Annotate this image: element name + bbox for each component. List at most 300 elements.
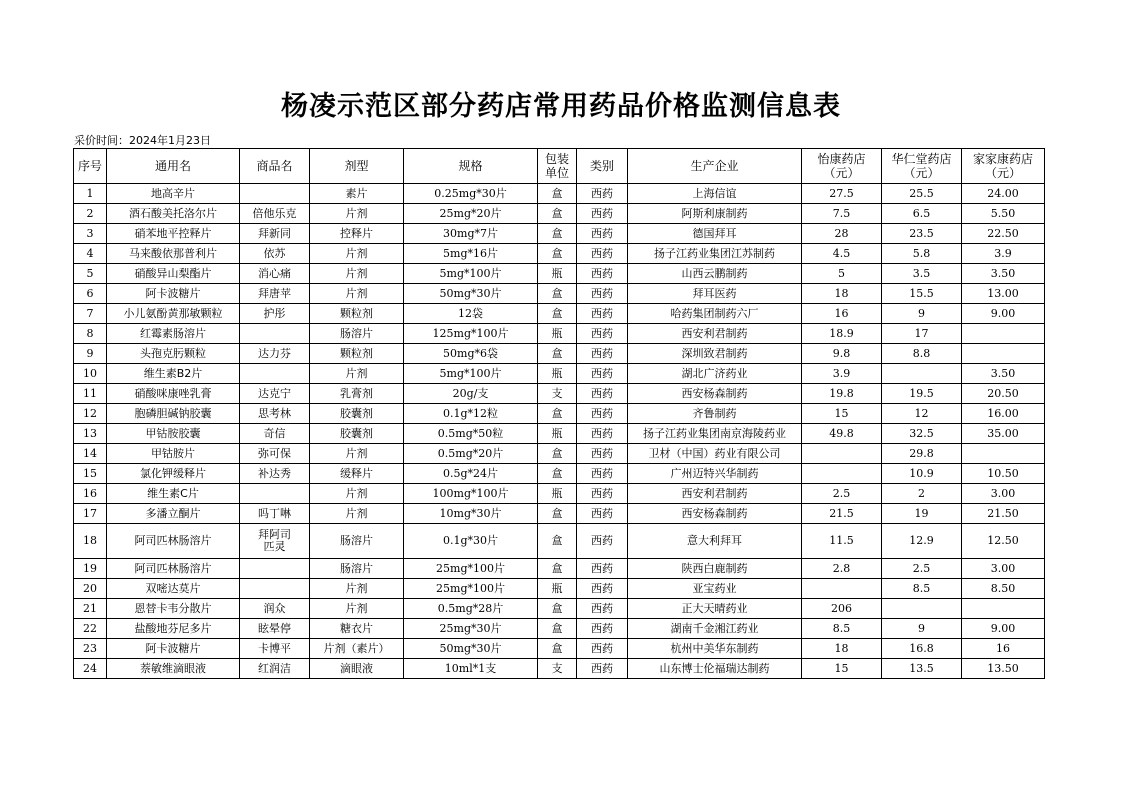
cell-brand-name: 拜新同 bbox=[240, 224, 310, 244]
cell-price-huarentang: 2 bbox=[882, 484, 962, 504]
cell-package-unit: 盒 bbox=[538, 464, 577, 484]
cell-category: 西药 bbox=[577, 424, 628, 444]
header-row bbox=[74, 149, 1045, 184]
cell-dosage-form: 片剂 bbox=[310, 484, 404, 504]
cell-dosage-form: 片剂 bbox=[310, 364, 404, 384]
cell-generic-name: 地高辛片 bbox=[107, 184, 240, 204]
cell-spec: 50mg*30片 bbox=[404, 284, 538, 304]
cell-price-huarentang: 15.5 bbox=[882, 284, 962, 304]
cell-manufacturer: 拜耳医药 bbox=[628, 284, 802, 304]
cell-manufacturer: 湖南千金湘江药业 bbox=[628, 619, 802, 639]
cell-brand-name bbox=[240, 364, 310, 384]
cell-price-yikang bbox=[802, 579, 882, 599]
cell-package-unit: 瓶 bbox=[538, 424, 577, 444]
cell-price-yikang: 9.8 bbox=[802, 344, 882, 364]
cell-manufacturer: 阿斯利康制药 bbox=[628, 204, 802, 224]
cell-dosage-form: 乳膏剂 bbox=[310, 384, 404, 404]
cell-package-unit: 盒 bbox=[538, 559, 577, 579]
header-price-huarentang-line1: 华仁堂药店 bbox=[891, 152, 952, 166]
cell-price-yikang: 15 bbox=[802, 404, 882, 424]
cell-dosage-form: 片剂 bbox=[310, 244, 404, 264]
cell-no: 6 bbox=[74, 284, 107, 304]
cell-package-unit: 盒 bbox=[538, 244, 577, 264]
cell-price-jiajiakang: 9.00 bbox=[962, 304, 1045, 324]
cell-price-jiajiakang: 5.50 bbox=[962, 204, 1045, 224]
cell-price-jiajiakang bbox=[962, 324, 1045, 344]
cell-spec: 125mg*100片 bbox=[404, 324, 538, 344]
cell-no: 16 bbox=[74, 484, 107, 504]
cell-price-yikang: 19.8 bbox=[802, 384, 882, 404]
cell-manufacturer: 西安杨森制药 bbox=[628, 504, 802, 524]
cell-manufacturer: 西安利君制药 bbox=[628, 484, 802, 504]
cell-brand-name bbox=[240, 579, 310, 599]
cell-brand-name: 依苏 bbox=[240, 244, 310, 264]
cell-manufacturer: 正大天晴药业 bbox=[628, 599, 802, 619]
cell-dosage-form: 片剂 bbox=[310, 204, 404, 224]
cell-spec: 50mg*30片 bbox=[404, 639, 538, 659]
cell-category: 西药 bbox=[577, 204, 628, 224]
header-brand-name: 商品名 bbox=[240, 149, 310, 184]
cell-generic-name: 红霉素肠溶片 bbox=[107, 324, 240, 344]
cell-dosage-form: 胶囊剂 bbox=[310, 424, 404, 444]
cell-price-huarentang: 9 bbox=[882, 619, 962, 639]
cell-brand-name: 思考林 bbox=[240, 404, 310, 424]
table-row bbox=[74, 559, 1045, 579]
cell-manufacturer: 山西云鹏制药 bbox=[628, 264, 802, 284]
cell-price-huarentang bbox=[882, 599, 962, 619]
cell-spec: 30mg*7片 bbox=[404, 224, 538, 244]
cell-package-unit: 支 bbox=[538, 384, 577, 404]
header-price-yikang bbox=[802, 149, 882, 184]
cell-price-huarentang: 10.9 bbox=[882, 464, 962, 484]
cell-generic-name: 维生素C片 bbox=[107, 484, 240, 504]
cell-spec: 0.5mg*20片 bbox=[404, 444, 538, 464]
cell-dosage-form: 片剂 bbox=[310, 599, 404, 619]
cell-price-huarentang: 23.5 bbox=[882, 224, 962, 244]
cell-price-huarentang: 12.9 bbox=[882, 524, 962, 559]
cell-package-unit: 瓶 bbox=[538, 364, 577, 384]
header-category: 类别 bbox=[577, 149, 628, 184]
cell-price-jiajiakang: 12.50 bbox=[962, 524, 1045, 559]
header-price-huarentang bbox=[882, 149, 962, 184]
cell-spec: 25mg*100片 bbox=[404, 579, 538, 599]
cell-no: 8 bbox=[74, 324, 107, 344]
cell-price-jiajiakang: 35.00 bbox=[962, 424, 1045, 444]
header-package-unit bbox=[538, 149, 577, 184]
table-row bbox=[74, 464, 1045, 484]
cell-package-unit: 盒 bbox=[538, 204, 577, 224]
cell-brand-name-line1: 拜阿司 bbox=[258, 528, 291, 541]
cell-category: 西药 bbox=[577, 344, 628, 364]
cell-manufacturer: 湖北广济药业 bbox=[628, 364, 802, 384]
cell-category: 西药 bbox=[577, 504, 628, 524]
cell-price-yikang: 5 bbox=[802, 264, 882, 284]
cell-category: 西药 bbox=[577, 639, 628, 659]
cell-category: 西药 bbox=[577, 599, 628, 619]
cell-brand-name bbox=[240, 184, 310, 204]
header-price-yikang-line2: （元） bbox=[823, 166, 860, 180]
cell-price-yikang: 27.5 bbox=[802, 184, 882, 204]
cell-price-huarentang: 25.5 bbox=[882, 184, 962, 204]
cell-price-jiajiakang: 24.00 bbox=[962, 184, 1045, 204]
cell-spec: 0.1g*30片 bbox=[404, 524, 538, 559]
cell-dosage-form: 肠溶片 bbox=[310, 524, 404, 559]
cell-no: 12 bbox=[74, 404, 107, 424]
cell-price-huarentang: 8.8 bbox=[882, 344, 962, 364]
cell-brand-name: 消心痛 bbox=[240, 264, 310, 284]
cell-brand-name-line2: 匹灵 bbox=[263, 540, 286, 553]
page-title: 杨凌示范区部分药店常用药品价格监测信息表 bbox=[281, 91, 841, 122]
cell-price-jiajiakang: 16 bbox=[962, 639, 1045, 659]
cell-category: 西药 bbox=[577, 619, 628, 639]
cell-spec: 5mg*100片 bbox=[404, 364, 538, 384]
cell-package-unit: 盒 bbox=[538, 224, 577, 244]
table-row bbox=[74, 364, 1045, 384]
cell-generic-name: 硝酸异山梨酯片 bbox=[107, 264, 240, 284]
cell-category: 西药 bbox=[577, 524, 628, 559]
cell-price-yikang: 3.9 bbox=[802, 364, 882, 384]
table-row bbox=[74, 384, 1045, 404]
cell-price-jiajiakang: 16.00 bbox=[962, 404, 1045, 424]
cell-brand-name bbox=[240, 324, 310, 344]
cell-generic-name: 萘敏维滴眼液 bbox=[107, 659, 240, 679]
cell-manufacturer: 哈药集团制药六厂 bbox=[628, 304, 802, 324]
cell-brand-name bbox=[240, 524, 310, 559]
cell-generic-name: 阿司匹林肠溶片 bbox=[107, 524, 240, 559]
cell-price-jiajiakang: 20.50 bbox=[962, 384, 1045, 404]
cell-price-huarentang: 19 bbox=[882, 504, 962, 524]
cell-package-unit: 瓶 bbox=[538, 484, 577, 504]
cell-price-yikang: 15 bbox=[802, 659, 882, 679]
cell-package-unit: 盒 bbox=[538, 184, 577, 204]
cell-price-yikang: 206 bbox=[802, 599, 882, 619]
cell-no: 22 bbox=[74, 619, 107, 639]
table-row bbox=[74, 599, 1045, 619]
cell-price-yikang: 8.5 bbox=[802, 619, 882, 639]
cell-brand-name: 卡博平 bbox=[240, 639, 310, 659]
cell-spec: 20g/支 bbox=[404, 384, 538, 404]
cell-price-yikang: 4.5 bbox=[802, 244, 882, 264]
cell-price-huarentang: 8.5 bbox=[882, 579, 962, 599]
cell-price-jiajiakang: 3.00 bbox=[962, 484, 1045, 504]
cell-price-huarentang: 16.8 bbox=[882, 639, 962, 659]
table-row bbox=[74, 444, 1045, 464]
cell-package-unit: 盒 bbox=[538, 404, 577, 424]
table-row bbox=[74, 639, 1045, 659]
cell-price-yikang: 18.9 bbox=[802, 324, 882, 344]
cell-manufacturer: 德国拜耳 bbox=[628, 224, 802, 244]
table-row bbox=[74, 264, 1045, 284]
cell-generic-name: 胞磷胆碱钠胶囊 bbox=[107, 404, 240, 424]
cell-generic-name: 多潘立酮片 bbox=[107, 504, 240, 524]
cell-manufacturer: 深圳致君制药 bbox=[628, 344, 802, 364]
cell-package-unit: 支 bbox=[538, 659, 577, 679]
table-row bbox=[74, 244, 1045, 264]
cell-spec: 25mg*20片 bbox=[404, 204, 538, 224]
cell-generic-name: 维生素B2片 bbox=[107, 364, 240, 384]
cell-price-yikang: 18 bbox=[802, 639, 882, 659]
cell-no: 5 bbox=[74, 264, 107, 284]
cell-no: 13 bbox=[74, 424, 107, 444]
cell-package-unit: 瓶 bbox=[538, 324, 577, 344]
cell-price-jiajiakang: 21.50 bbox=[962, 504, 1045, 524]
cell-no: 1 bbox=[74, 184, 107, 204]
cell-spec: 10ml*1支 bbox=[404, 659, 538, 679]
cell-generic-name: 盐酸地芬尼多片 bbox=[107, 619, 240, 639]
cell-price-jiajiakang: 3.00 bbox=[962, 559, 1045, 579]
cell-dosage-form: 颗粒剂 bbox=[310, 344, 404, 364]
cell-price-jiajiakang bbox=[962, 444, 1045, 464]
cell-brand-name: 弥可保 bbox=[240, 444, 310, 464]
table-row bbox=[74, 224, 1045, 244]
cell-category: 西药 bbox=[577, 264, 628, 284]
cell-dosage-form: 肠溶片 bbox=[310, 559, 404, 579]
cell-dosage-form: 缓释片 bbox=[310, 464, 404, 484]
header-spec: 规格 bbox=[404, 149, 538, 184]
cell-spec: 100mg*100片 bbox=[404, 484, 538, 504]
cell-manufacturer: 陕西白鹿制药 bbox=[628, 559, 802, 579]
cell-generic-name: 阿司匹林肠溶片 bbox=[107, 559, 240, 579]
cell-generic-name: 双嘧达莫片 bbox=[107, 579, 240, 599]
cell-spec: 12袋 bbox=[404, 304, 538, 324]
cell-no: 9 bbox=[74, 344, 107, 364]
cell-brand-name: 奇信 bbox=[240, 424, 310, 444]
cell-dosage-form: 滴眼液 bbox=[310, 659, 404, 679]
cell-category: 西药 bbox=[577, 484, 628, 504]
cell-manufacturer: 齐鲁制药 bbox=[628, 404, 802, 424]
cell-manufacturer: 西安杨森制药 bbox=[628, 384, 802, 404]
cell-category: 西药 bbox=[577, 659, 628, 679]
cell-category: 西药 bbox=[577, 244, 628, 264]
cell-manufacturer: 西安利君制药 bbox=[628, 324, 802, 344]
cell-category: 西药 bbox=[577, 384, 628, 404]
header-price-jiajiakang bbox=[962, 149, 1045, 184]
cell-dosage-form: 素片 bbox=[310, 184, 404, 204]
table-row bbox=[74, 324, 1045, 344]
cell-price-jiajiakang: 22.50 bbox=[962, 224, 1045, 244]
cell-spec: 5mg*100片 bbox=[404, 264, 538, 284]
cell-spec: 0.5g*24片 bbox=[404, 464, 538, 484]
table-row bbox=[74, 404, 1045, 424]
cell-brand-name: 润众 bbox=[240, 599, 310, 619]
cell-package-unit: 盒 bbox=[538, 619, 577, 639]
cell-price-jiajiakang: 10.50 bbox=[962, 464, 1045, 484]
cell-no: 3 bbox=[74, 224, 107, 244]
cell-no: 11 bbox=[74, 384, 107, 404]
table-row bbox=[74, 579, 1045, 599]
cell-price-yikang: 7.5 bbox=[802, 204, 882, 224]
table-row bbox=[74, 524, 1045, 559]
cell-package-unit: 盒 bbox=[538, 444, 577, 464]
cell-price-yikang: 11.5 bbox=[802, 524, 882, 559]
cell-price-yikang bbox=[802, 444, 882, 464]
cell-brand-name bbox=[240, 484, 310, 504]
cell-dosage-form: 片剂 bbox=[310, 579, 404, 599]
cell-brand-name: 拜唐苹 bbox=[240, 284, 310, 304]
cell-generic-name: 阿卡波糖片 bbox=[107, 284, 240, 304]
header-manufacturer: 生产企业 bbox=[628, 149, 802, 184]
cell-category: 西药 bbox=[577, 224, 628, 244]
cell-spec: 0.5mg*50粒 bbox=[404, 424, 538, 444]
cell-package-unit: 盒 bbox=[538, 639, 577, 659]
table-row bbox=[74, 344, 1045, 364]
cell-no: 4 bbox=[74, 244, 107, 264]
cell-no: 7 bbox=[74, 304, 107, 324]
cell-brand-name: 补达秀 bbox=[240, 464, 310, 484]
cell-manufacturer: 上海信谊 bbox=[628, 184, 802, 204]
cell-no: 18 bbox=[74, 524, 107, 559]
cell-generic-name: 硝苯地平控释片 bbox=[107, 224, 240, 244]
cell-price-huarentang: 5.8 bbox=[882, 244, 962, 264]
cell-brand-name: 吗丁啉 bbox=[240, 504, 310, 524]
cell-price-yikang: 21.5 bbox=[802, 504, 882, 524]
cell-dosage-form: 片剂 bbox=[310, 504, 404, 524]
cell-spec: 50mg*6袋 bbox=[404, 344, 538, 364]
cell-price-yikang: 2.8 bbox=[802, 559, 882, 579]
cell-spec: 5mg*16片 bbox=[404, 244, 538, 264]
cell-generic-name: 小儿氨酚黄那敏颗粒 bbox=[107, 304, 240, 324]
cell-dosage-form: 肠溶片 bbox=[310, 324, 404, 344]
cell-price-jiajiakang: 13.50 bbox=[962, 659, 1045, 679]
cell-price-huarentang: 2.5 bbox=[882, 559, 962, 579]
cell-manufacturer: 意大利拜耳 bbox=[628, 524, 802, 559]
cell-price-huarentang: 13.5 bbox=[882, 659, 962, 679]
table-row bbox=[74, 504, 1045, 524]
cell-price-jiajiakang bbox=[962, 344, 1045, 364]
header-dosage-form: 剂型 bbox=[310, 149, 404, 184]
cell-manufacturer: 卫材（中国）药业有限公司 bbox=[628, 444, 802, 464]
cell-manufacturer: 山东博士伦福瑞达制药 bbox=[628, 659, 802, 679]
cell-generic-name: 阿卡波糖片 bbox=[107, 639, 240, 659]
price-table bbox=[73, 148, 1045, 679]
header-generic-name: 通用名 bbox=[107, 149, 240, 184]
collection-date: 采价时间：2024年1月23日 bbox=[74, 134, 211, 147]
cell-package-unit: 盒 bbox=[538, 304, 577, 324]
cell-price-huarentang: 3.5 bbox=[882, 264, 962, 284]
cell-brand-name: 达力芬 bbox=[240, 344, 310, 364]
table-row bbox=[74, 424, 1045, 444]
cell-no: 24 bbox=[74, 659, 107, 679]
cell-price-yikang: 49.8 bbox=[802, 424, 882, 444]
cell-price-yikang: 28 bbox=[802, 224, 882, 244]
cell-price-huarentang: 12 bbox=[882, 404, 962, 424]
cell-price-jiajiakang bbox=[962, 599, 1045, 619]
cell-brand-name: 红润洁 bbox=[240, 659, 310, 679]
cell-no: 23 bbox=[74, 639, 107, 659]
cell-category: 西药 bbox=[577, 284, 628, 304]
cell-package-unit: 瓶 bbox=[538, 264, 577, 284]
header-package-unit-line2: 单位 bbox=[544, 166, 569, 180]
cell-dosage-form: 片剂（素片） bbox=[310, 639, 404, 659]
table-row bbox=[74, 659, 1045, 679]
cell-price-yikang bbox=[802, 464, 882, 484]
cell-spec: 10mg*30片 bbox=[404, 504, 538, 524]
cell-brand-name bbox=[240, 559, 310, 579]
cell-manufacturer: 扬子江药业集团南京海陵药业 bbox=[628, 424, 802, 444]
cell-package-unit: 盒 bbox=[538, 344, 577, 364]
cell-price-huarentang: 32.5 bbox=[882, 424, 962, 444]
cell-price-yikang: 16 bbox=[802, 304, 882, 324]
cell-spec: 0.5mg*28片 bbox=[404, 599, 538, 619]
cell-price-yikang: 2.5 bbox=[802, 484, 882, 504]
cell-price-yikang: 18 bbox=[802, 284, 882, 304]
cell-dosage-form: 片剂 bbox=[310, 284, 404, 304]
cell-price-huarentang: 19.5 bbox=[882, 384, 962, 404]
cell-category: 西药 bbox=[577, 364, 628, 384]
table-row bbox=[74, 484, 1045, 504]
cell-category: 西药 bbox=[577, 184, 628, 204]
cell-package-unit: 瓶 bbox=[538, 579, 577, 599]
cell-no: 2 bbox=[74, 204, 107, 224]
cell-package-unit: 盒 bbox=[538, 599, 577, 619]
cell-no: 17 bbox=[74, 504, 107, 524]
cell-category: 西药 bbox=[577, 464, 628, 484]
cell-generic-name: 甲钴胺片 bbox=[107, 444, 240, 464]
table-row bbox=[74, 204, 1045, 224]
cell-price-huarentang bbox=[882, 364, 962, 384]
cell-category: 西药 bbox=[577, 444, 628, 464]
cell-brand-name: 眩晕停 bbox=[240, 619, 310, 639]
cell-spec: 25mg*30片 bbox=[404, 619, 538, 639]
cell-manufacturer: 杭州中美华东制药 bbox=[628, 639, 802, 659]
cell-no: 21 bbox=[74, 599, 107, 619]
cell-no: 14 bbox=[74, 444, 107, 464]
cell-price-jiajiakang: 13.00 bbox=[962, 284, 1045, 304]
header-price-jiajiakang-line1: 家家康药店 bbox=[972, 152, 1033, 166]
cell-price-huarentang: 6.5 bbox=[882, 204, 962, 224]
cell-spec: 25mg*100片 bbox=[404, 559, 538, 579]
cell-generic-name: 头孢克肟颗粒 bbox=[107, 344, 240, 364]
cell-generic-name: 硝酸咪康唑乳膏 bbox=[107, 384, 240, 404]
header-price-jiajiakang-line2: （元） bbox=[984, 166, 1021, 180]
cell-brand-name: 达克宁 bbox=[240, 384, 310, 404]
cell-category: 西药 bbox=[577, 304, 628, 324]
cell-manufacturer: 广州迈特兴华制药 bbox=[628, 464, 802, 484]
cell-spec: 0.25mg*30片 bbox=[404, 184, 538, 204]
cell-category: 西药 bbox=[577, 404, 628, 424]
cell-price-huarentang: 17 bbox=[882, 324, 962, 344]
cell-package-unit: 盒 bbox=[538, 524, 577, 559]
cell-category: 西药 bbox=[577, 579, 628, 599]
cell-brand-name: 护彤 bbox=[240, 304, 310, 324]
table-row bbox=[74, 619, 1045, 639]
cell-price-jiajiakang: 8.50 bbox=[962, 579, 1045, 599]
cell-category: 西药 bbox=[577, 559, 628, 579]
cell-price-huarentang: 29.8 bbox=[882, 444, 962, 464]
cell-no: 15 bbox=[74, 464, 107, 484]
cell-generic-name: 氯化钾缓释片 bbox=[107, 464, 240, 484]
cell-package-unit: 盒 bbox=[538, 284, 577, 304]
cell-manufacturer: 扬子江药业集团江苏制药 bbox=[628, 244, 802, 264]
cell-brand-name: 倍他乐克 bbox=[240, 204, 310, 224]
table-row bbox=[74, 284, 1045, 304]
cell-no: 20 bbox=[74, 579, 107, 599]
cell-price-jiajiakang: 9.00 bbox=[962, 619, 1045, 639]
cell-category: 西药 bbox=[577, 324, 628, 344]
cell-no: 19 bbox=[74, 559, 107, 579]
header-price-huarentang-line2: （元） bbox=[903, 166, 940, 180]
header-price-yikang-line1: 怡康药店 bbox=[817, 152, 866, 166]
table-row bbox=[74, 304, 1045, 324]
table-row bbox=[74, 184, 1045, 204]
cell-dosage-form: 控释片 bbox=[310, 224, 404, 244]
cell-price-jiajiakang: 3.9 bbox=[962, 244, 1045, 264]
cell-dosage-form: 片剂 bbox=[310, 264, 404, 284]
header-no: 序号 bbox=[74, 149, 107, 184]
cell-generic-name: 马来酸依那普利片 bbox=[107, 244, 240, 264]
header-package-unit-line1: 包装 bbox=[544, 152, 569, 166]
cell-price-jiajiakang: 3.50 bbox=[962, 364, 1045, 384]
